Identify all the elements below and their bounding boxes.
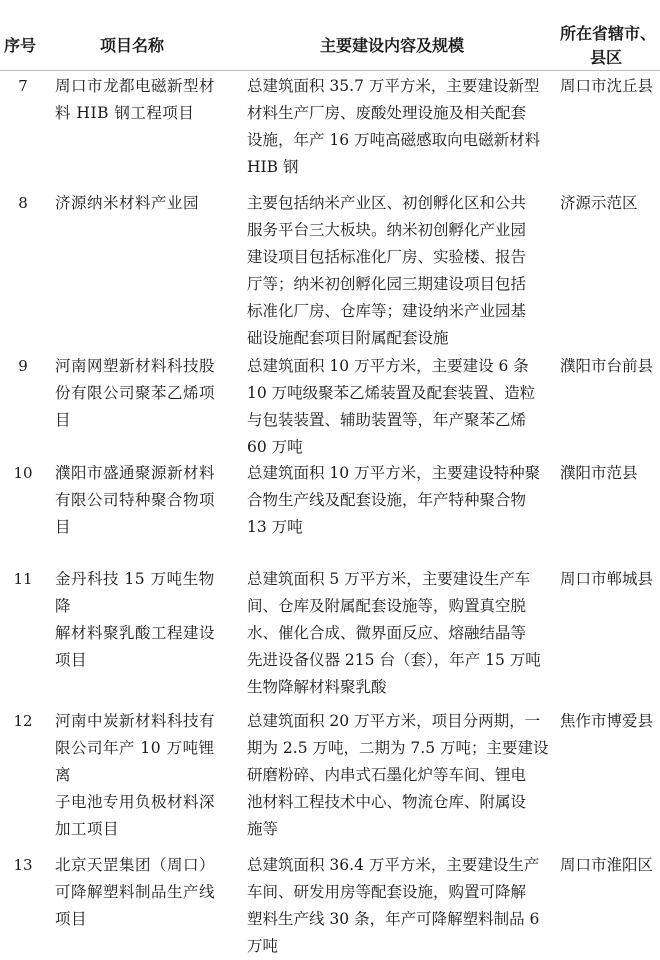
construction-content-line: 标准化厂房、仓库等；建设纳米产业园基	[247, 302, 527, 320]
construction-content-line: 13 万吨	[247, 518, 303, 536]
construction-content-line: 总建筑面积 35.7 万平方米，主要建设新型	[247, 77, 540, 95]
row-number: 12	[13, 712, 33, 730]
header-no: 序号	[4, 36, 37, 55]
project-name-line: 项目	[55, 651, 88, 669]
row-number: 8	[18, 194, 28, 212]
header-region-line1: 所在省辖市、	[560, 24, 657, 43]
construction-content-line: HIB 钢	[247, 158, 299, 176]
project-name-line: 可降解塑料制品生产线	[55, 883, 216, 901]
region: 焦作市博爱县	[560, 712, 654, 730]
construction-content-line: 生物降解材料聚乳酸	[247, 678, 387, 696]
project-name	[55, 73, 225, 127]
construction-content-line: 服务平台三大板块。纳米初创孵化产业园	[247, 221, 527, 239]
construction-content	[247, 73, 557, 181]
row-number: 7	[18, 77, 28, 95]
project-name-line: 加工项目	[55, 820, 120, 838]
project-name-line: 项目	[55, 910, 88, 928]
construction-content-line: 期为 2.5 万吨，二期为 7.5 万吨；主要建设	[247, 739, 549, 757]
construction-content	[247, 460, 557, 541]
construction-content-line: 总建筑面积 36.4 万平方米，主要建设生产	[247, 856, 540, 874]
project-name-line: 济源纳米材料产业园	[55, 194, 200, 212]
construction-content	[247, 708, 557, 843]
project-name	[55, 190, 225, 217]
project-name-line: 河南网塑新材料科技股	[55, 357, 216, 375]
project-name	[55, 353, 225, 434]
construction-content-line: 总建筑面积 10 万平方米，主要建设 6 条	[247, 357, 529, 375]
construction-content-line: 水、催化合成、微界面反应、熔融结晶等	[247, 624, 527, 642]
table-header	[0, 0, 660, 68]
project-name-line: 解材料聚乳酸工程建设	[55, 624, 216, 642]
construction-content-line: 先进设备仪器 215 台（套），年产 15 万吨	[247, 651, 541, 669]
construction-content-line: 60 万吨	[247, 438, 303, 456]
project-name-line: 目	[55, 518, 72, 536]
row-number: 10	[13, 464, 33, 482]
construction-content-line: 建设项目包括标准化厂房、实验楼、报告	[247, 248, 527, 266]
construction-content	[247, 353, 557, 461]
header-name: 项目名称	[100, 36, 165, 55]
construction-content-line: 研磨粉碎、内串式石墨化炉等车间、锂电	[247, 766, 527, 784]
construction-content	[247, 566, 557, 701]
construction-content-line: 材料生产厂房、废酸处理设施及相关配套	[247, 104, 527, 122]
project-name-line: 份有限公司聚苯乙烯项	[55, 384, 216, 402]
construction-content-line: 与包装装置、辅助装置等，年产聚苯乙烯	[247, 411, 527, 429]
construction-content-line: 主要包括纳米产业区、初创孵化区和公共	[247, 194, 527, 212]
project-name	[55, 852, 225, 933]
construction-content-line: 10 万吨级聚苯乙烯装置及配套装置、造粒	[247, 384, 536, 402]
construction-content-line: 万吨	[247, 937, 279, 955]
project-name-line: 河南中炭新材料科技有	[55, 712, 216, 730]
project-name	[55, 566, 225, 674]
construction-content-line: 总建筑面积 20 万平方米，项目分两期，一	[247, 712, 541, 730]
region: 周口市淮阳区	[560, 856, 654, 874]
construction-content-line: 车间、研发用房等配套设施，购置可降解	[247, 883, 527, 901]
region: 濮阳市范县	[560, 464, 638, 482]
construction-content-line: 础设施配套项目附属配套设施	[247, 329, 449, 347]
row-number: 9	[18, 357, 28, 375]
project-name-line: 料 HIB 钢工程项目	[55, 104, 195, 122]
project-name-line: 限公司年产 10 万吨锂离	[55, 739, 215, 784]
construction-content-line: 总建筑面积 10 万平方米，主要建设特种聚	[247, 464, 541, 482]
construction-content-line: 厅等；纳米初创孵化园三期建设项目包括	[247, 275, 527, 293]
project-name-line: 濮阳市盛通聚源新材料	[55, 464, 216, 482]
row-number: 11	[13, 570, 33, 588]
region: 濮阳市台前县	[560, 357, 654, 375]
construction-content-line: 池材料工程技术中心、物流仓库、附属设	[247, 793, 527, 811]
project-name-line: 目	[55, 411, 72, 429]
construction-content	[247, 852, 557, 960]
project-name-line: 子电池专用负极材料深	[55, 793, 216, 811]
header-content: 主要建设内容及规模	[320, 36, 465, 55]
project-name-line: 周口市龙都电磁新型材	[55, 77, 216, 95]
construction-content-line: 设施，年产 16 万吨高磁感取向电磁新材料	[247, 131, 541, 149]
region: 周口市郸城县	[560, 570, 654, 588]
construction-content-line: 间、仓库及附属配套设施等，购置真空脱	[247, 597, 527, 615]
row-number: 13	[13, 856, 33, 874]
project-name	[55, 460, 225, 541]
header-region-line2: 县区	[590, 48, 623, 67]
project-name	[55, 708, 225, 843]
header-divider	[0, 70, 660, 71]
region: 周口市沈丘县	[560, 77, 654, 95]
project-name-line: 有限公司特种聚合物项	[55, 491, 216, 509]
construction-content	[247, 190, 557, 352]
region: 济源示范区	[560, 194, 638, 212]
construction-content-line: 塑料生产线 30 条，年产可降解塑料制品 6	[247, 910, 540, 928]
construction-content-line: 合物生产线及配套设施，年产特种聚合物	[247, 491, 527, 509]
construction-content-line: 施等	[247, 820, 279, 838]
project-name-line: 北京天罡集团（周口）	[55, 856, 216, 874]
construction-content-line: 总建筑面积 5 万平方米，主要建设生产车	[247, 570, 531, 588]
project-name-line: 金丹科技 15 万吨生物降	[55, 570, 215, 615]
